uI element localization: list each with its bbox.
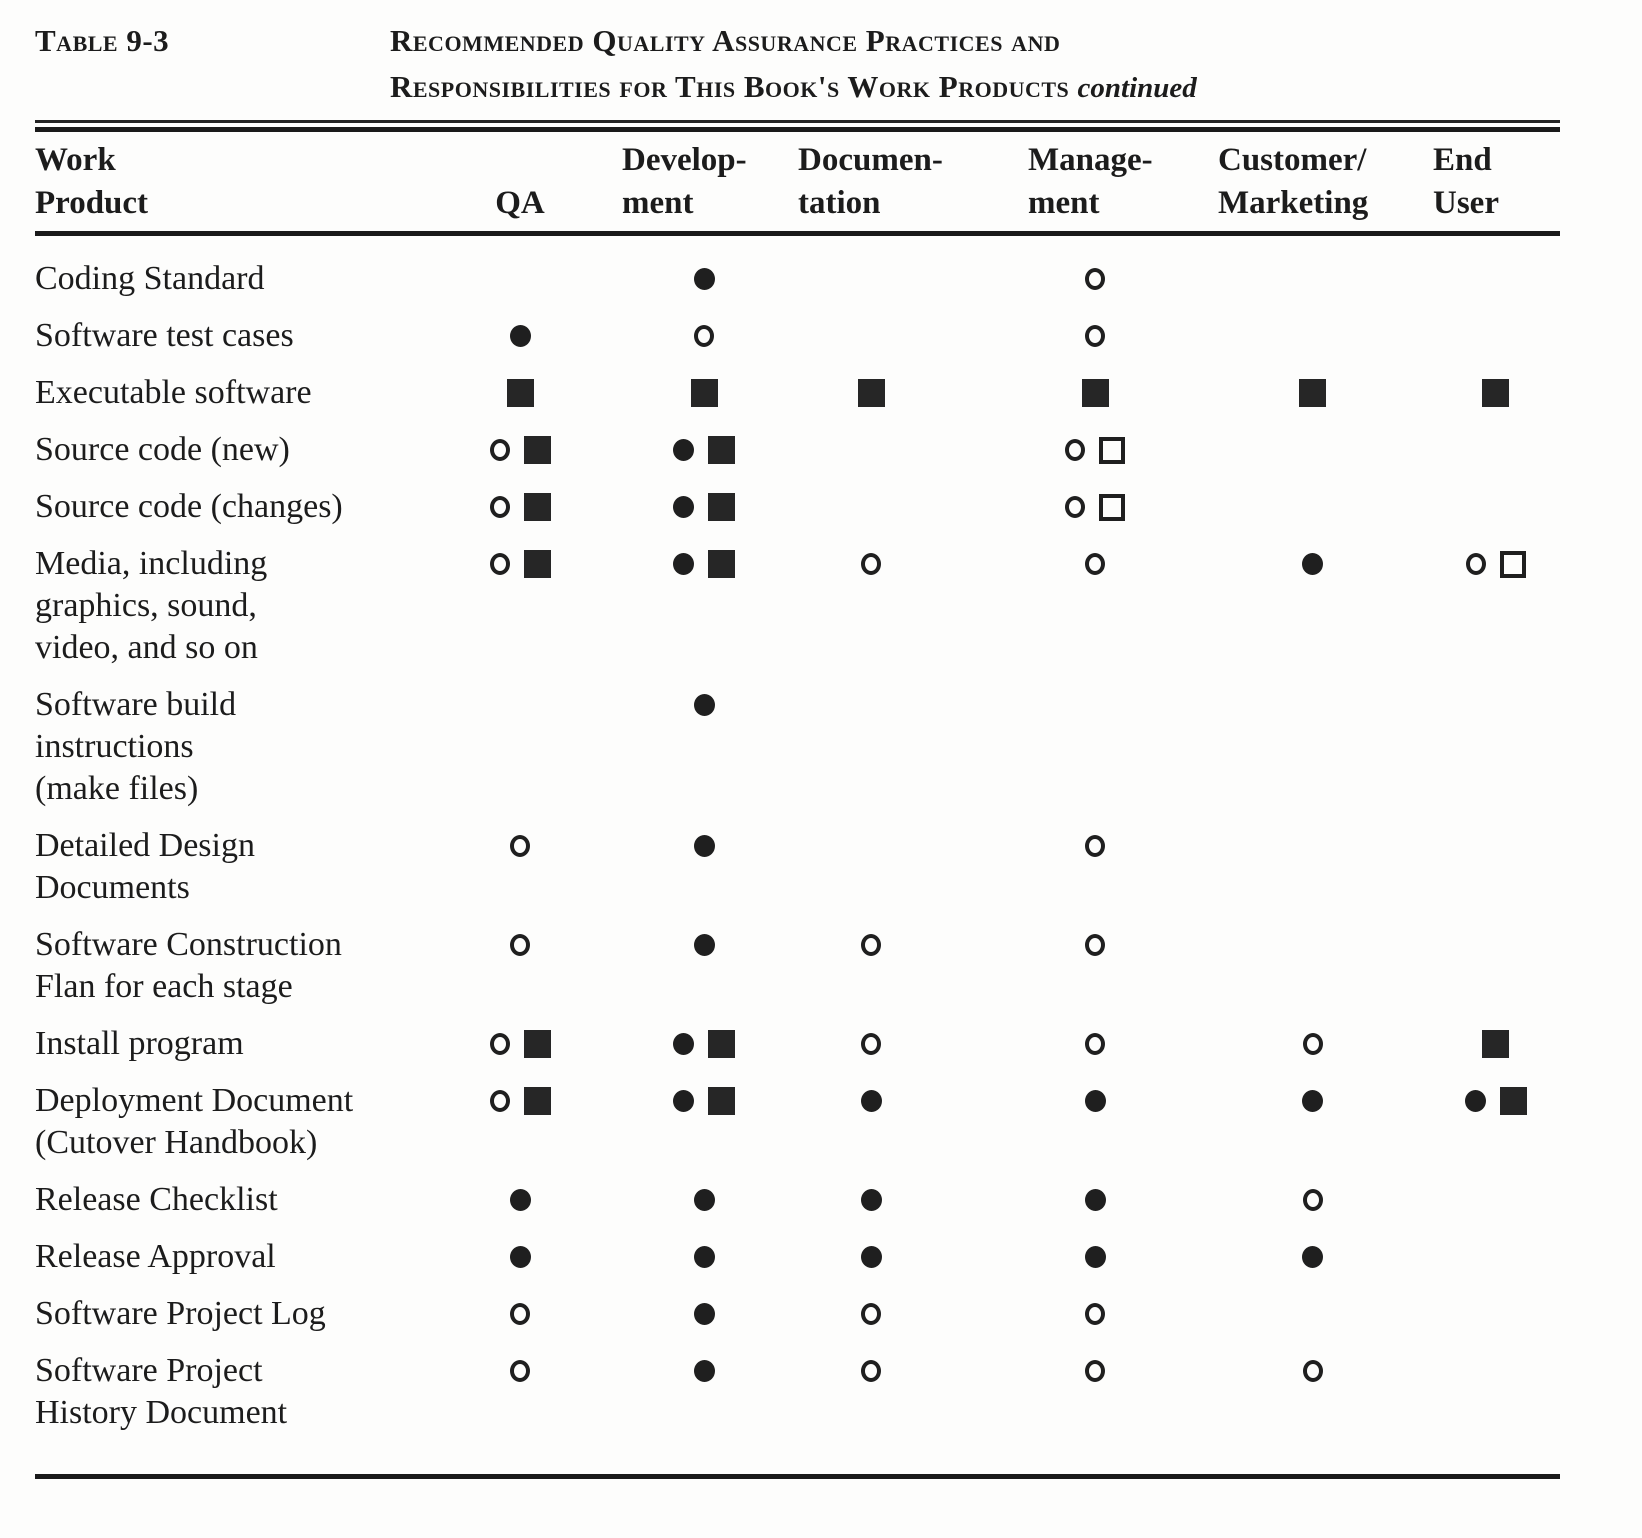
row-label <box>35 486 450 528</box>
row-label <box>35 315 450 357</box>
cell-documentation <box>776 1236 966 1278</box>
filled-square-icon <box>1500 1087 1527 1115</box>
open-circle-icon <box>694 325 714 347</box>
filled-circle-icon <box>861 1090 882 1112</box>
table-row <box>35 486 1560 528</box>
title-line-1: Recommended Quality Assurance Practices and <box>390 23 1061 58</box>
cell-end-user <box>1423 684 1568 726</box>
cell-management <box>980 1023 1210 1065</box>
filled-square-icon <box>1299 379 1326 407</box>
row-label-line: Flan for each stage <box>35 968 293 1005</box>
cell-qa <box>450 372 590 414</box>
cell-end-user <box>1423 1293 1568 1335</box>
open-square-icon <box>1099 494 1125 521</box>
cell-management <box>980 1080 1210 1122</box>
table-row <box>35 1179 1560 1221</box>
row-label-line: Release Approval <box>35 1238 276 1275</box>
filled-circle-icon <box>1465 1090 1486 1112</box>
filled-square-icon <box>524 493 551 521</box>
filled-circle-icon <box>673 553 694 575</box>
filled-square-icon <box>1482 379 1509 407</box>
table-row <box>35 1236 1560 1278</box>
open-circle-icon <box>1085 1360 1105 1382</box>
cell-documentation <box>776 1350 966 1392</box>
column-header-line: ment <box>1028 185 1100 221</box>
cell-development <box>604 924 804 966</box>
open-circle-icon <box>510 1360 530 1382</box>
cell-development <box>604 372 804 414</box>
bottom-rule <box>35 1474 1560 1479</box>
cell-documentation <box>776 1293 966 1335</box>
cell-end-user <box>1423 1236 1568 1278</box>
cell-end-user <box>1423 486 1568 528</box>
cell-qa <box>450 315 590 357</box>
cell-customer-marketing <box>1210 1080 1415 1122</box>
cell-development <box>604 1293 804 1335</box>
cell-documentation <box>776 684 966 726</box>
cell-development <box>604 1236 804 1278</box>
column-header-customer-marketing <box>1210 139 1415 225</box>
table-row <box>35 684 1560 810</box>
open-circle-icon <box>1085 268 1105 290</box>
cell-customer-marketing <box>1210 1023 1415 1065</box>
row-label-line: graphics, sound, <box>35 587 257 624</box>
row-label <box>35 429 450 471</box>
cell-development <box>604 486 804 528</box>
row-label-line: Coding Standard <box>35 260 265 297</box>
filled-square-icon <box>708 436 735 464</box>
open-square-icon <box>1500 551 1526 578</box>
row-label <box>35 684 450 810</box>
table-row <box>35 315 1560 357</box>
row-label <box>35 1293 450 1335</box>
filled-square-icon <box>507 379 534 407</box>
open-square-icon <box>1099 437 1125 464</box>
row-label <box>35 825 450 909</box>
filled-circle-icon <box>510 1246 531 1268</box>
column-header-line: Documen- <box>798 142 943 178</box>
open-circle-icon <box>1085 835 1105 857</box>
row-label-line: Source code (changes) <box>35 488 343 525</box>
filled-circle-icon <box>861 1246 882 1268</box>
cell-documentation <box>776 258 966 300</box>
open-circle-icon <box>861 1033 881 1055</box>
cell-development <box>604 315 804 357</box>
open-circle-icon <box>861 1303 881 1325</box>
filled-square-icon <box>524 1030 551 1058</box>
filled-square-icon <box>708 550 735 578</box>
row-label-line: Install program <box>35 1025 244 1062</box>
cell-management <box>980 486 1210 528</box>
open-circle-icon <box>510 1303 530 1325</box>
cell-development <box>604 684 804 726</box>
open-circle-icon <box>1085 325 1105 347</box>
cell-documentation <box>776 924 966 966</box>
column-header-line: Work <box>35 142 116 178</box>
top-double-rule <box>35 120 1560 132</box>
filled-square-icon <box>524 1087 551 1115</box>
cell-end-user <box>1423 315 1568 357</box>
cell-documentation <box>776 315 966 357</box>
cell-customer-marketing <box>1210 684 1415 726</box>
open-circle-icon <box>490 553 510 575</box>
open-circle-icon <box>1303 1033 1323 1055</box>
row-label <box>35 1350 450 1434</box>
column-header-development <box>590 139 790 225</box>
cell-qa <box>450 1080 590 1122</box>
filled-circle-icon <box>1085 1090 1106 1112</box>
cell-management <box>980 1179 1210 1221</box>
cell-customer-marketing <box>1210 258 1415 300</box>
cell-development <box>604 429 804 471</box>
filled-square-icon <box>708 493 735 521</box>
filled-square-icon <box>708 1030 735 1058</box>
open-circle-icon <box>1085 1303 1105 1325</box>
filled-circle-icon <box>1302 1246 1323 1268</box>
open-circle-icon <box>861 553 881 575</box>
table-row <box>35 429 1560 471</box>
filled-circle-icon <box>673 1033 694 1055</box>
cell-management <box>980 429 1210 471</box>
column-header-line: QA <box>495 185 545 221</box>
row-label <box>35 1236 450 1278</box>
column-header-line <box>450 139 590 182</box>
filled-square-icon <box>708 1087 735 1115</box>
cell-management <box>980 1350 1210 1392</box>
column-header-line: Develop- <box>622 142 747 178</box>
open-circle-icon <box>490 1090 510 1112</box>
cell-end-user <box>1423 1179 1568 1221</box>
row-label <box>35 1023 450 1065</box>
table-title <box>390 18 1197 111</box>
cell-customer-marketing <box>1210 1236 1415 1278</box>
row-label-line: Deployment Document <box>35 1082 354 1119</box>
filled-circle-icon <box>861 1189 882 1211</box>
cell-management <box>980 258 1210 300</box>
filled-circle-icon <box>694 268 715 290</box>
cell-documentation <box>776 429 966 471</box>
table-body <box>35 236 1560 1434</box>
cell-qa <box>450 684 590 726</box>
cell-end-user <box>1423 1023 1568 1065</box>
cell-end-user <box>1423 372 1568 414</box>
cell-management <box>980 924 1210 966</box>
cell-end-user <box>1423 1350 1568 1392</box>
table-row <box>35 372 1560 414</box>
column-header-documentation <box>790 139 980 225</box>
filled-circle-icon <box>510 1189 531 1211</box>
row-label-line: Detailed Design <box>35 827 255 864</box>
table-row <box>35 1080 1560 1164</box>
open-circle-icon <box>490 1033 510 1055</box>
cell-customer-marketing <box>1210 924 1415 966</box>
cell-qa <box>450 486 590 528</box>
cell-customer-marketing <box>1210 372 1415 414</box>
table-row <box>35 1023 1560 1065</box>
cell-qa <box>450 1179 590 1221</box>
cell-development <box>604 1080 804 1122</box>
row-label-line: Software test cases <box>35 317 294 354</box>
row-label-line: (Cutover Handbook) <box>35 1124 318 1161</box>
cell-qa <box>450 1293 590 1335</box>
open-circle-icon <box>861 1360 881 1382</box>
filled-circle-icon <box>673 1090 694 1112</box>
title-line-2: Responsibilities for This Book's Work Products <box>390 69 1070 104</box>
cell-development <box>604 543 804 585</box>
open-circle-icon <box>1085 934 1105 956</box>
cell-end-user <box>1423 825 1568 867</box>
cell-development <box>604 1350 804 1392</box>
filled-circle-icon <box>694 835 715 857</box>
cell-documentation <box>776 1179 966 1221</box>
column-header-line: Manage- <box>1028 142 1153 178</box>
filled-circle-icon <box>694 1189 715 1211</box>
cell-customer-marketing <box>1210 825 1415 867</box>
cell-documentation <box>776 825 966 867</box>
filled-circle-icon <box>1302 553 1323 575</box>
cell-end-user <box>1423 1080 1568 1122</box>
cell-documentation <box>776 1080 966 1122</box>
filled-square-icon <box>524 550 551 578</box>
column-header-line: ment <box>622 185 694 221</box>
table-row <box>35 1350 1560 1434</box>
filled-square-icon <box>691 379 718 407</box>
open-circle-icon <box>1466 553 1486 575</box>
filled-circle-icon <box>694 1360 715 1382</box>
open-circle-icon <box>1303 1189 1323 1211</box>
row-label-line: History Document <box>35 1394 288 1431</box>
cell-management <box>980 825 1210 867</box>
filled-square-icon <box>1082 379 1109 407</box>
table-row <box>35 1293 1560 1335</box>
cell-end-user <box>1423 543 1568 585</box>
open-circle-icon <box>1303 1360 1323 1382</box>
row-label <box>35 1179 450 1221</box>
cell-customer-marketing <box>1210 486 1415 528</box>
cell-qa <box>450 258 590 300</box>
cell-end-user <box>1423 429 1568 471</box>
filled-square-icon <box>1482 1030 1509 1058</box>
table-number: Table 9-3 <box>35 23 170 58</box>
row-label-line: Release Checklist <box>35 1181 278 1218</box>
row-label-line: Media, including <box>35 545 268 582</box>
cell-customer-marketing <box>1210 429 1415 471</box>
cell-qa <box>450 1236 590 1278</box>
filled-circle-icon <box>694 934 715 956</box>
open-circle-icon <box>861 934 881 956</box>
row-label-line: Documents <box>35 869 190 906</box>
filled-circle-icon <box>1085 1246 1106 1268</box>
table-header-row <box>35 139 1560 225</box>
open-circle-icon <box>490 496 510 518</box>
open-circle-icon <box>1085 553 1105 575</box>
row-label-line: (make files) <box>35 770 199 807</box>
column-header-line: tation <box>798 185 881 221</box>
row-label-line: video, and so on <box>35 629 258 666</box>
filled-square-icon <box>524 436 551 464</box>
title-block <box>35 18 1560 111</box>
title-line-2-wrap <box>390 64 1197 111</box>
open-circle-icon <box>490 439 510 461</box>
row-label-line: instructions <box>35 728 194 765</box>
filled-circle-icon <box>510 325 531 347</box>
cell-customer-marketing <box>1210 1293 1415 1335</box>
open-circle-icon <box>1065 439 1085 461</box>
continued-note: continued <box>1077 72 1197 104</box>
cell-development <box>604 258 804 300</box>
cell-qa <box>450 429 590 471</box>
open-circle-icon <box>510 835 530 857</box>
cell-end-user <box>1423 258 1568 300</box>
row-label-line: Software Project Log <box>35 1295 326 1332</box>
cell-customer-marketing <box>1210 1179 1415 1221</box>
column-header-end-user <box>1415 139 1560 225</box>
table-row <box>35 825 1560 909</box>
cell-qa <box>450 543 590 585</box>
cell-management <box>980 1236 1210 1278</box>
cell-management <box>980 315 1210 357</box>
cell-documentation <box>776 1023 966 1065</box>
row-label-line: Software build <box>35 686 237 723</box>
column-header-line: Marketing <box>1218 185 1369 221</box>
filled-circle-icon <box>1085 1189 1106 1211</box>
table-row <box>35 258 1560 300</box>
column-header-qa <box>450 139 590 225</box>
filled-circle-icon <box>673 439 694 461</box>
filled-square-icon <box>858 379 885 407</box>
column-header-work-product <box>35 139 450 225</box>
cell-development <box>604 1023 804 1065</box>
rule-line <box>35 127 1560 132</box>
cell-qa <box>450 825 590 867</box>
row-label <box>35 924 450 1008</box>
column-header-line: Customer/ <box>1218 142 1367 178</box>
filled-circle-icon <box>694 1246 715 1268</box>
cell-qa <box>450 1023 590 1065</box>
table-row <box>35 543 1560 669</box>
cell-documentation <box>776 372 966 414</box>
cell-management <box>980 684 1210 726</box>
cell-management <box>980 372 1210 414</box>
cell-development <box>604 1179 804 1221</box>
rule-line <box>35 120 1560 123</box>
column-header-line: End <box>1433 142 1492 178</box>
column-header-line: Product <box>35 185 149 221</box>
cell-management <box>980 1293 1210 1335</box>
column-header-line: User <box>1433 185 1499 221</box>
table-row <box>35 924 1560 1008</box>
cell-customer-marketing <box>1210 1350 1415 1392</box>
cell-customer-marketing <box>1210 315 1415 357</box>
row-label <box>35 543 450 669</box>
cell-qa <box>450 924 590 966</box>
filled-circle-icon <box>673 496 694 518</box>
open-circle-icon <box>510 934 530 956</box>
filled-circle-icon <box>694 1303 715 1325</box>
open-circle-icon <box>1085 1033 1105 1055</box>
cell-documentation <box>776 543 966 585</box>
column-header-management <box>980 139 1210 225</box>
cell-customer-marketing <box>1210 543 1415 585</box>
filled-circle-icon <box>694 694 715 716</box>
row-label-line: Software Project <box>35 1352 263 1389</box>
row-label-line: Executable software <box>35 374 312 411</box>
row-label-line: Software Construction <box>35 926 342 963</box>
row-label-line: Source code (new) <box>35 431 290 468</box>
filled-circle-icon <box>1302 1090 1323 1112</box>
open-circle-icon <box>1065 496 1085 518</box>
cell-qa <box>450 1350 590 1392</box>
cell-development <box>604 825 804 867</box>
cell-end-user <box>1423 924 1568 966</box>
cell-documentation <box>776 486 966 528</box>
cell-management <box>980 543 1210 585</box>
row-label <box>35 1080 450 1164</box>
row-label <box>35 258 450 300</box>
row-label <box>35 372 450 414</box>
